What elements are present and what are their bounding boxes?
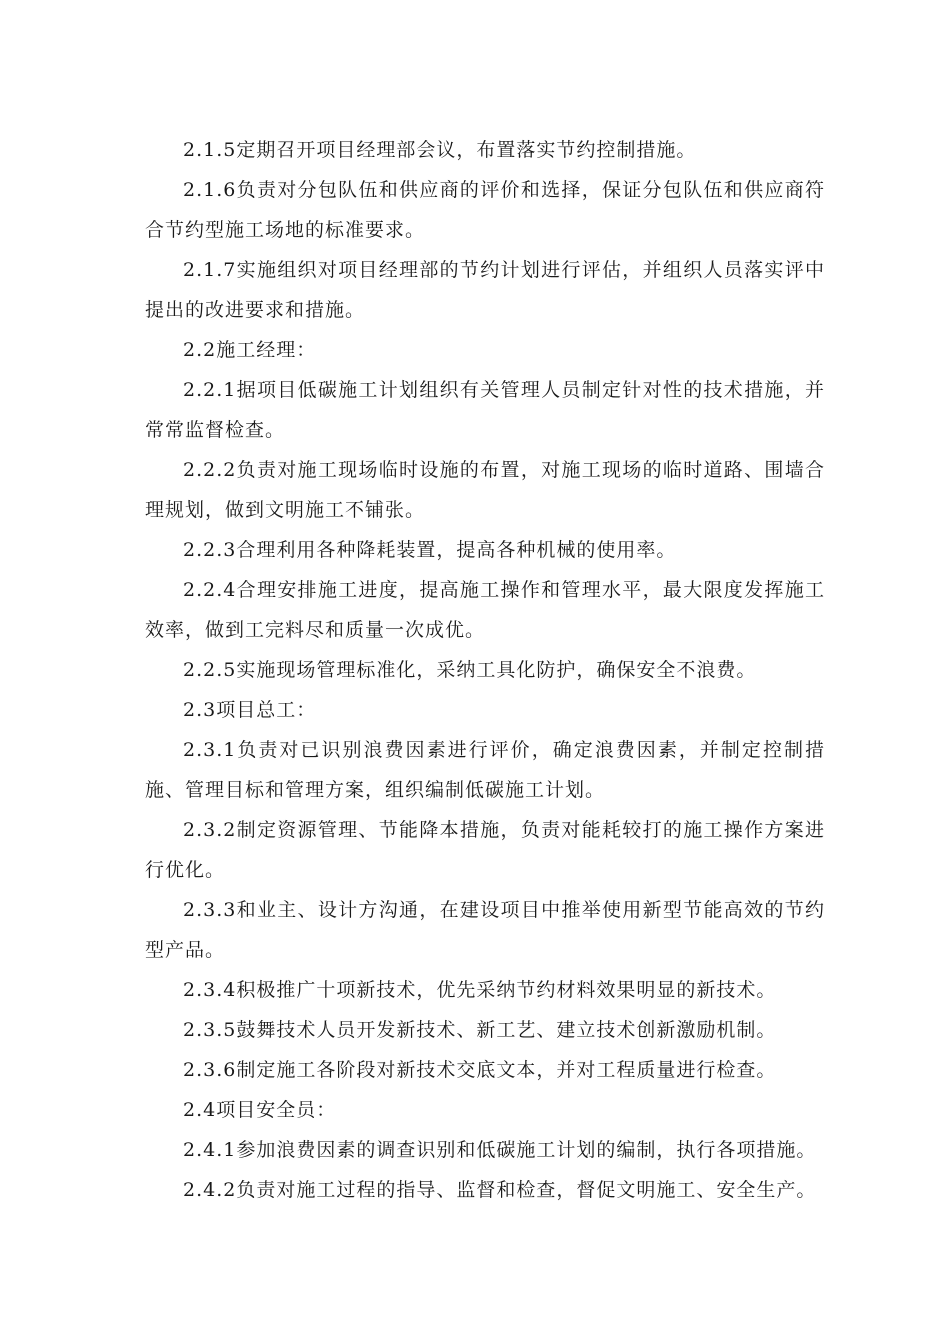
document-body: [145, 130, 825, 1210]
paragraph-2-3-4: 2.3.4积极推广十项新技术，优先采纳节约材料效果明显的新技术。: [183, 979, 777, 1001]
paragraph-2-2-2: 2.2.2负责对施工现场临时设施的布置，对施工现场的临时道路、围墙合理规划，做到文明施工不铺张。: [145, 459, 825, 521]
paragraph-2-3-1: 2.3.1负责对已识别浪费因素进行评价，确定浪费因素，并制定控制措施、管理目标和管理方案，组织编制低碳施工计划。: [145, 739, 825, 801]
paragraph-2-1-7: 2.1.7实施组织对项目经理部的节约计划进行评估，并组织人员落实评中提出的改进要求和措施。: [145, 259, 825, 321]
paragraph-2-3-5: 2.3.5鼓舞技术人员开发新技术、新工艺、建立技术创新激励机制。: [183, 1019, 777, 1041]
paragraph-2-1-5: 2.1.5定期召开项目经理部会议，布置落实节约控制措施。: [183, 139, 697, 161]
paragraph-2-2-1: 2.2.1据项目低碳施工计划组织有关管理人员制定针对性的技术措施，并常常监督检查。: [145, 379, 825, 441]
section-heading-2-4: 2.4项目安全员：: [183, 1099, 337, 1121]
paragraph-2-3-2: 2.3.2制定资源管理、节能降本措施，负责对能耗较打的施工操作方案进行优化。: [145, 819, 825, 881]
section-heading-2-3: 2.3项目总工：: [183, 699, 317, 721]
paragraph-2-4-2: 2.4.2负责对施工过程的指导、监督和检查，督促文明施工、安全生产。: [183, 1179, 817, 1201]
section-heading-2-2: 2.2施工经理：: [183, 339, 317, 361]
paragraph-2-2-5: 2.2.5实施现场管理标准化，采纳工具化防护，确保安全不浪费。: [183, 659, 757, 681]
paragraph-2-3-3: 2.3.3和业主、设计方沟通，在建设项目中推举使用新型节能高效的节约型产品。: [145, 899, 825, 961]
paragraph-2-3-6: 2.3.6制定施工各阶段对新技术交底文本，并对工程质量进行检查。: [183, 1059, 777, 1081]
paragraph-2-2-3: 2.2.3合理利用各种降耗装置，提高各种机械的使用率。: [183, 539, 677, 561]
paragraph-2-4-1: 2.4.1参加浪费因素的调查识别和低碳施工计划的编制，执行各项措施。: [183, 1139, 817, 1161]
paragraph-2-2-4: 2.2.4合理安排施工进度，提高施工操作和管理水平，最大限度发挥施工效率，做到工完料尽和质量一次成优。: [145, 579, 825, 641]
paragraph-2-1-6: 2.1.6负责对分包队伍和供应商的评价和选择，保证分包队伍和供应商符合节约型施工场地的标准要求。: [145, 179, 825, 241]
